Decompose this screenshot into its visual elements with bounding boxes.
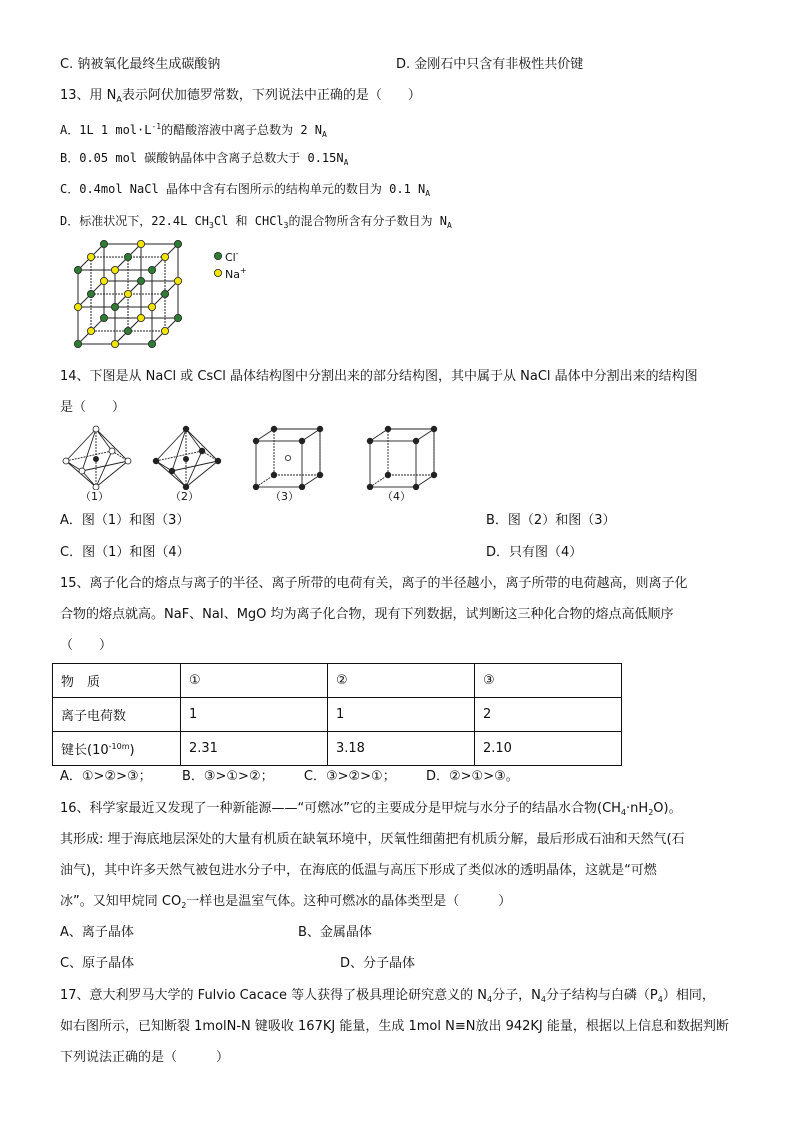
table-row <box>53 664 622 698</box>
q16-stem-line3: 油气)，其中许多天然气被包进水分子中，在海底的低温与高压下形成了类似冰的透明晶体，这就是“可燃 <box>60 863 657 878</box>
q13-stem: 13、用 $N_A$表示阿伏加德罗常数，下列说法中正确的是（ ） <box>60 88 421 104</box>
q16-stem-line4: 冰”。又知甲烷同 $CO_2$一样也是温室气体。这种可燃冰的晶体类型是（ ） <box>60 894 512 910</box>
table-row-label: 键长$(10^{-10m})$ <box>53 732 181 766</box>
q17-stem-line3: 下列说法正确的是（ ） <box>60 1050 230 1065</box>
q14-stem: 14、下图是从 NaCl 或 CsCl 晶体结构图中分割出来的部分结构图，其中属于从 NaCl 晶体中分割出来的结构图 <box>60 369 698 384</box>
table-cell: 2.31 <box>181 732 328 766</box>
q15-option-b: B．③>①>②； <box>181 769 274 784</box>
q15-stem-line2: 合物的熔点就高。NaF、NaI、MgO 均为离子化合物，现有下列数据，试判断这三种化合物的熔点高低顺序 <box>60 607 674 622</box>
q17-stem-line1: 17、意大利罗马大学的 Fulvio Cacace 等人获得了极具理论研究意义的 $N_4$分子，$N_4$分子结构与白磷$(P_4)$相同， <box>60 988 715 1004</box>
q14-option-a: A．图（1）和图（3） <box>60 513 190 528</box>
table-cell: 1 <box>328 698 475 732</box>
q13-option-c: C．0.4mol NaCl 晶体中含有右图所示的结构单元的数目为 0.1 $N_A$ <box>60 182 431 198</box>
table-cell: 3.18 <box>328 732 475 766</box>
q13-option-d: D．标准状况下，22.4L $CH_3Cl$ 和 CHCl$_3$的混合物所含有分子数目为 $N_A$ <box>60 214 452 230</box>
q14-figure-captions <box>60 488 440 504</box>
table-cell: 2 <box>475 698 622 732</box>
q14-option-d: D．只有图（4） <box>486 545 583 560</box>
table-cell: 2.10 <box>475 732 622 766</box>
table-row <box>53 698 622 732</box>
caption-3: （3） <box>270 490 299 503</box>
q14-option-b: B．图（2）和图（3） <box>486 513 616 528</box>
q16-option-d: D、分子晶体 <box>340 956 416 971</box>
q15-option-c: C．③>②>①； <box>303 769 396 784</box>
q15-options <box>60 768 519 786</box>
q14-option-c: C．图（1）和图（4） <box>60 545 190 560</box>
q13-option-a: A．1L 1 $mol\cdot L^{-1}$的醋酸溶液中离子总数为 2 $N_A$ <box>60 122 327 139</box>
q15-data-table <box>52 663 622 766</box>
legend-na-label: Na+ <box>225 266 247 281</box>
table-row-label: 离子电荷数 <box>53 698 181 732</box>
table-cell: 1 <box>181 698 328 732</box>
q14-stem-cont: 是（ ） <box>60 400 126 415</box>
option-c-prev: C. 钠被氧化最终生成碳酸钠 <box>60 57 221 72</box>
q16-option-b: B、金属晶体 <box>298 925 372 940</box>
q15-option-a: A．①>②>③； <box>60 769 152 784</box>
caption-2: （2） <box>170 490 199 503</box>
option-d-prev: D. 金刚石中只含有非极性共价键 <box>396 57 584 72</box>
q16-option-a: A、离子晶体 <box>60 925 134 940</box>
q16-stem-line2: 其形成: 埋于海底地层深处的大量有机质在缺氧环境中，厌氧性细菌把有机质分解，最后形成石油和天然气(石 <box>60 832 685 847</box>
q15-stem-line1: 15、离子化合的熔点与离子的半径、离子所带的电荷有关，离子的半径越小，离子所带的电荷越高，则离子化 <box>60 576 688 591</box>
q16-stem-line1: 16、科学家最近又发现了一种新能源——“可燃冰”它的主要成分是甲烷与水分子的结晶水合物$(CH_4\cdot nH_2O)$。 <box>60 801 682 817</box>
caption-4: （4） <box>382 490 411 503</box>
q17-stem-line2: 如右图所示，已知断裂 1molN-N 键吸收 167KJ 能量，生成 1mol N≡N放出 942KJ 能量，根据以上信息和数据判断 <box>60 1019 729 1034</box>
caption-1: （1） <box>80 490 109 503</box>
table-header-cell: ③ <box>475 664 622 698</box>
q15-paren: （ ） <box>60 638 113 653</box>
table-header-cell: ② <box>328 664 475 698</box>
table-row <box>53 732 622 766</box>
legend-cl-label: Cl- <box>225 249 239 264</box>
table-header-cell: 物 质 <box>53 664 181 698</box>
q15-option-d: D．②>①>③。 <box>426 769 519 784</box>
q14-structure-figures <box>58 425 458 490</box>
table-header-cell: ① <box>181 664 328 698</box>
q16-option-c: C、原子晶体 <box>60 956 135 971</box>
q13-option-b: B．0.05 mol 碳酸钠晶体中含离子总数大于 $0.15N_A$ <box>60 151 349 167</box>
